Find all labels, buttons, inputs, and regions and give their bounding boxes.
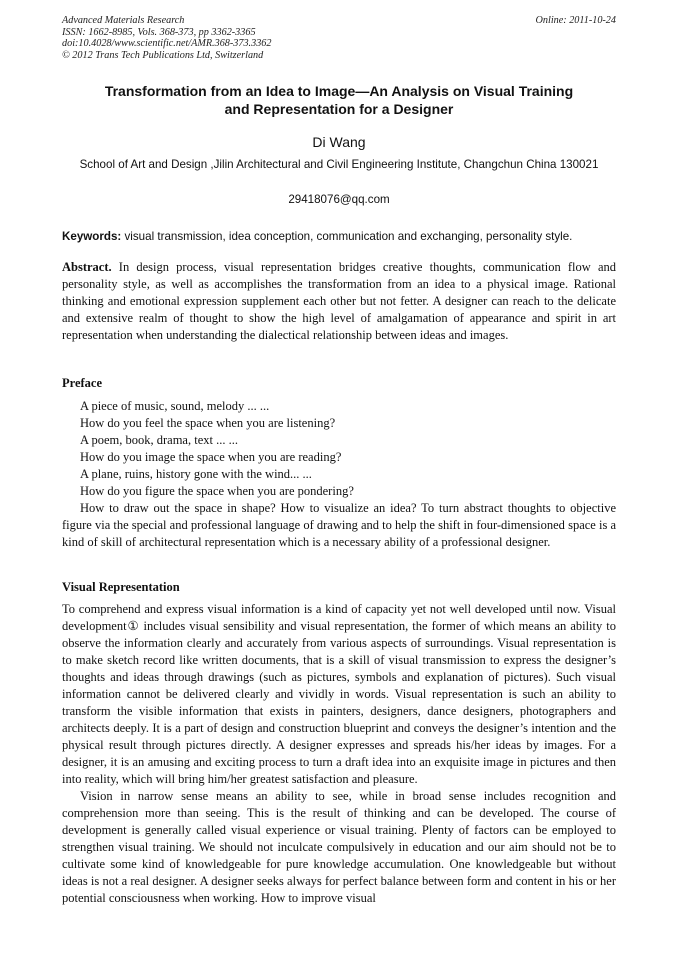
paper-title bbox=[62, 82, 616, 118]
preface-line: How do you feel the space when you are listening? bbox=[80, 416, 336, 430]
preface-section bbox=[62, 398, 616, 551]
visual-paragraph-1: To comprehend and express visual information is a kind of capacity yet not well developed until now. Visual development① includes visual sensibility and visual representation, the former of which means an ability to observe the information clearly and accurately from various aspects of surroundings. Visual representation is to make sketch record like written documents, that is a skill of visual transmission to express the designer’s thoughts and ideas through drawings (such as pictures, symbols and explanation of pictures). Such visual information cannot be delivered clearly and vividly in words. Visual representation is such an ability to transform the visible information that exists in painters, designers, dance designers, photographers and architects deeply. It is a part of design and construction blueprint and conveys the designer’s intention and the physical result through pictures directly. A designer expresses and spreads his/her ideas by images. For a designer, it is an amusing and exciting process to turn a draft idea into an exquisite image in pictures and then into reality, which will bring him/her greatest satisfaction and pleasure. bbox=[62, 602, 616, 786]
preface-line: A poem, book, drama, text ... ... bbox=[80, 433, 238, 447]
section-heading-visual-representation: Visual Representation bbox=[62, 580, 180, 594]
preface-paragraph: How to draw out the space in shape? How to visualize an idea? To turn abstract thoughts to objective figure via the special and professional language of drawing and to help the shift in four-dimensioned space is a kind of skill of architectural representation which is a necessary ability of a professional designer. bbox=[62, 501, 616, 549]
keywords-label: Keywords: bbox=[62, 230, 122, 243]
paper-title-line-2: and Representation for a Designer bbox=[224, 101, 454, 117]
paper-title-line-1: Transformation from an Idea to Image—An Analysis on Visual Training bbox=[104, 83, 574, 99]
abstract-text: In design process, visual representation bridges creative thoughts, communication flow and personality style, as well as accomplishes the transformation from an idea to a physical image. Rational thinking and emotional expression supplement each other but not fetter. A designer can reach to the delicate and extensive realm of thought to show the high level of amalgamation of appearance and spirit in art representation when understanding the dialectical relationship between ideas and images. bbox=[62, 260, 616, 342]
author-name: Di Wang bbox=[312, 134, 366, 150]
online-date: Online: 2011-10-24 bbox=[535, 15, 616, 26]
visual-paragraph-2: Vision in narrow sense means an ability to see, while in broad sense includes recognition and comprehension more than seeing. This is the result of thinking and can be developed. The course of development is generally called visual experience or visual training. Plenty of factors can be employed to strengthen visual training. We should not inculcate compulsively in education and our aim should not be to cultivate some kind of knowledgeable for pure knowledge accumulation. One knowledgeable but without ideas is not a real designer. A designer seeks always for perfect balance between form and content in his or her potential consciousness when working. How to improve visual bbox=[62, 789, 616, 905]
author-email: 29418076@qq.com bbox=[288, 193, 390, 206]
journal-doi: doi:10.4028/www.scientific.net/AMR.368-373.3362 bbox=[62, 38, 272, 49]
journal-copyright: © 2012 Trans Tech Publications Ltd, Switzerland bbox=[62, 49, 264, 61]
section-heading-preface: Preface bbox=[62, 376, 103, 390]
journal-header bbox=[62, 15, 616, 61]
visual-representation-section bbox=[62, 601, 616, 907]
preface-line: How do you figure the space when you are pondering? bbox=[80, 484, 354, 498]
preface-line: A piece of music, sound, melody ... ... bbox=[80, 399, 270, 413]
preface-line: How do you image the space when you are reading? bbox=[80, 450, 342, 464]
journal-name: Advanced Materials Research bbox=[62, 15, 185, 26]
keywords-text: visual transmission, idea conception, communication and exchanging, personality style. bbox=[121, 230, 573, 243]
abstract-label: Abstract. bbox=[62, 260, 112, 274]
abstract bbox=[62, 259, 616, 344]
journal-issn: ISSN: 1662-8985, Vols. 368-373, pp 3362-3365 bbox=[62, 26, 256, 38]
keywords bbox=[62, 229, 622, 244]
preface-line: A plane, ruins, history gone with the wind... ... bbox=[80, 467, 312, 481]
author-affiliation: School of Art and Design ,Jilin Architectural and Civil Engineering Institute, Changchun China 130021 bbox=[79, 158, 599, 171]
